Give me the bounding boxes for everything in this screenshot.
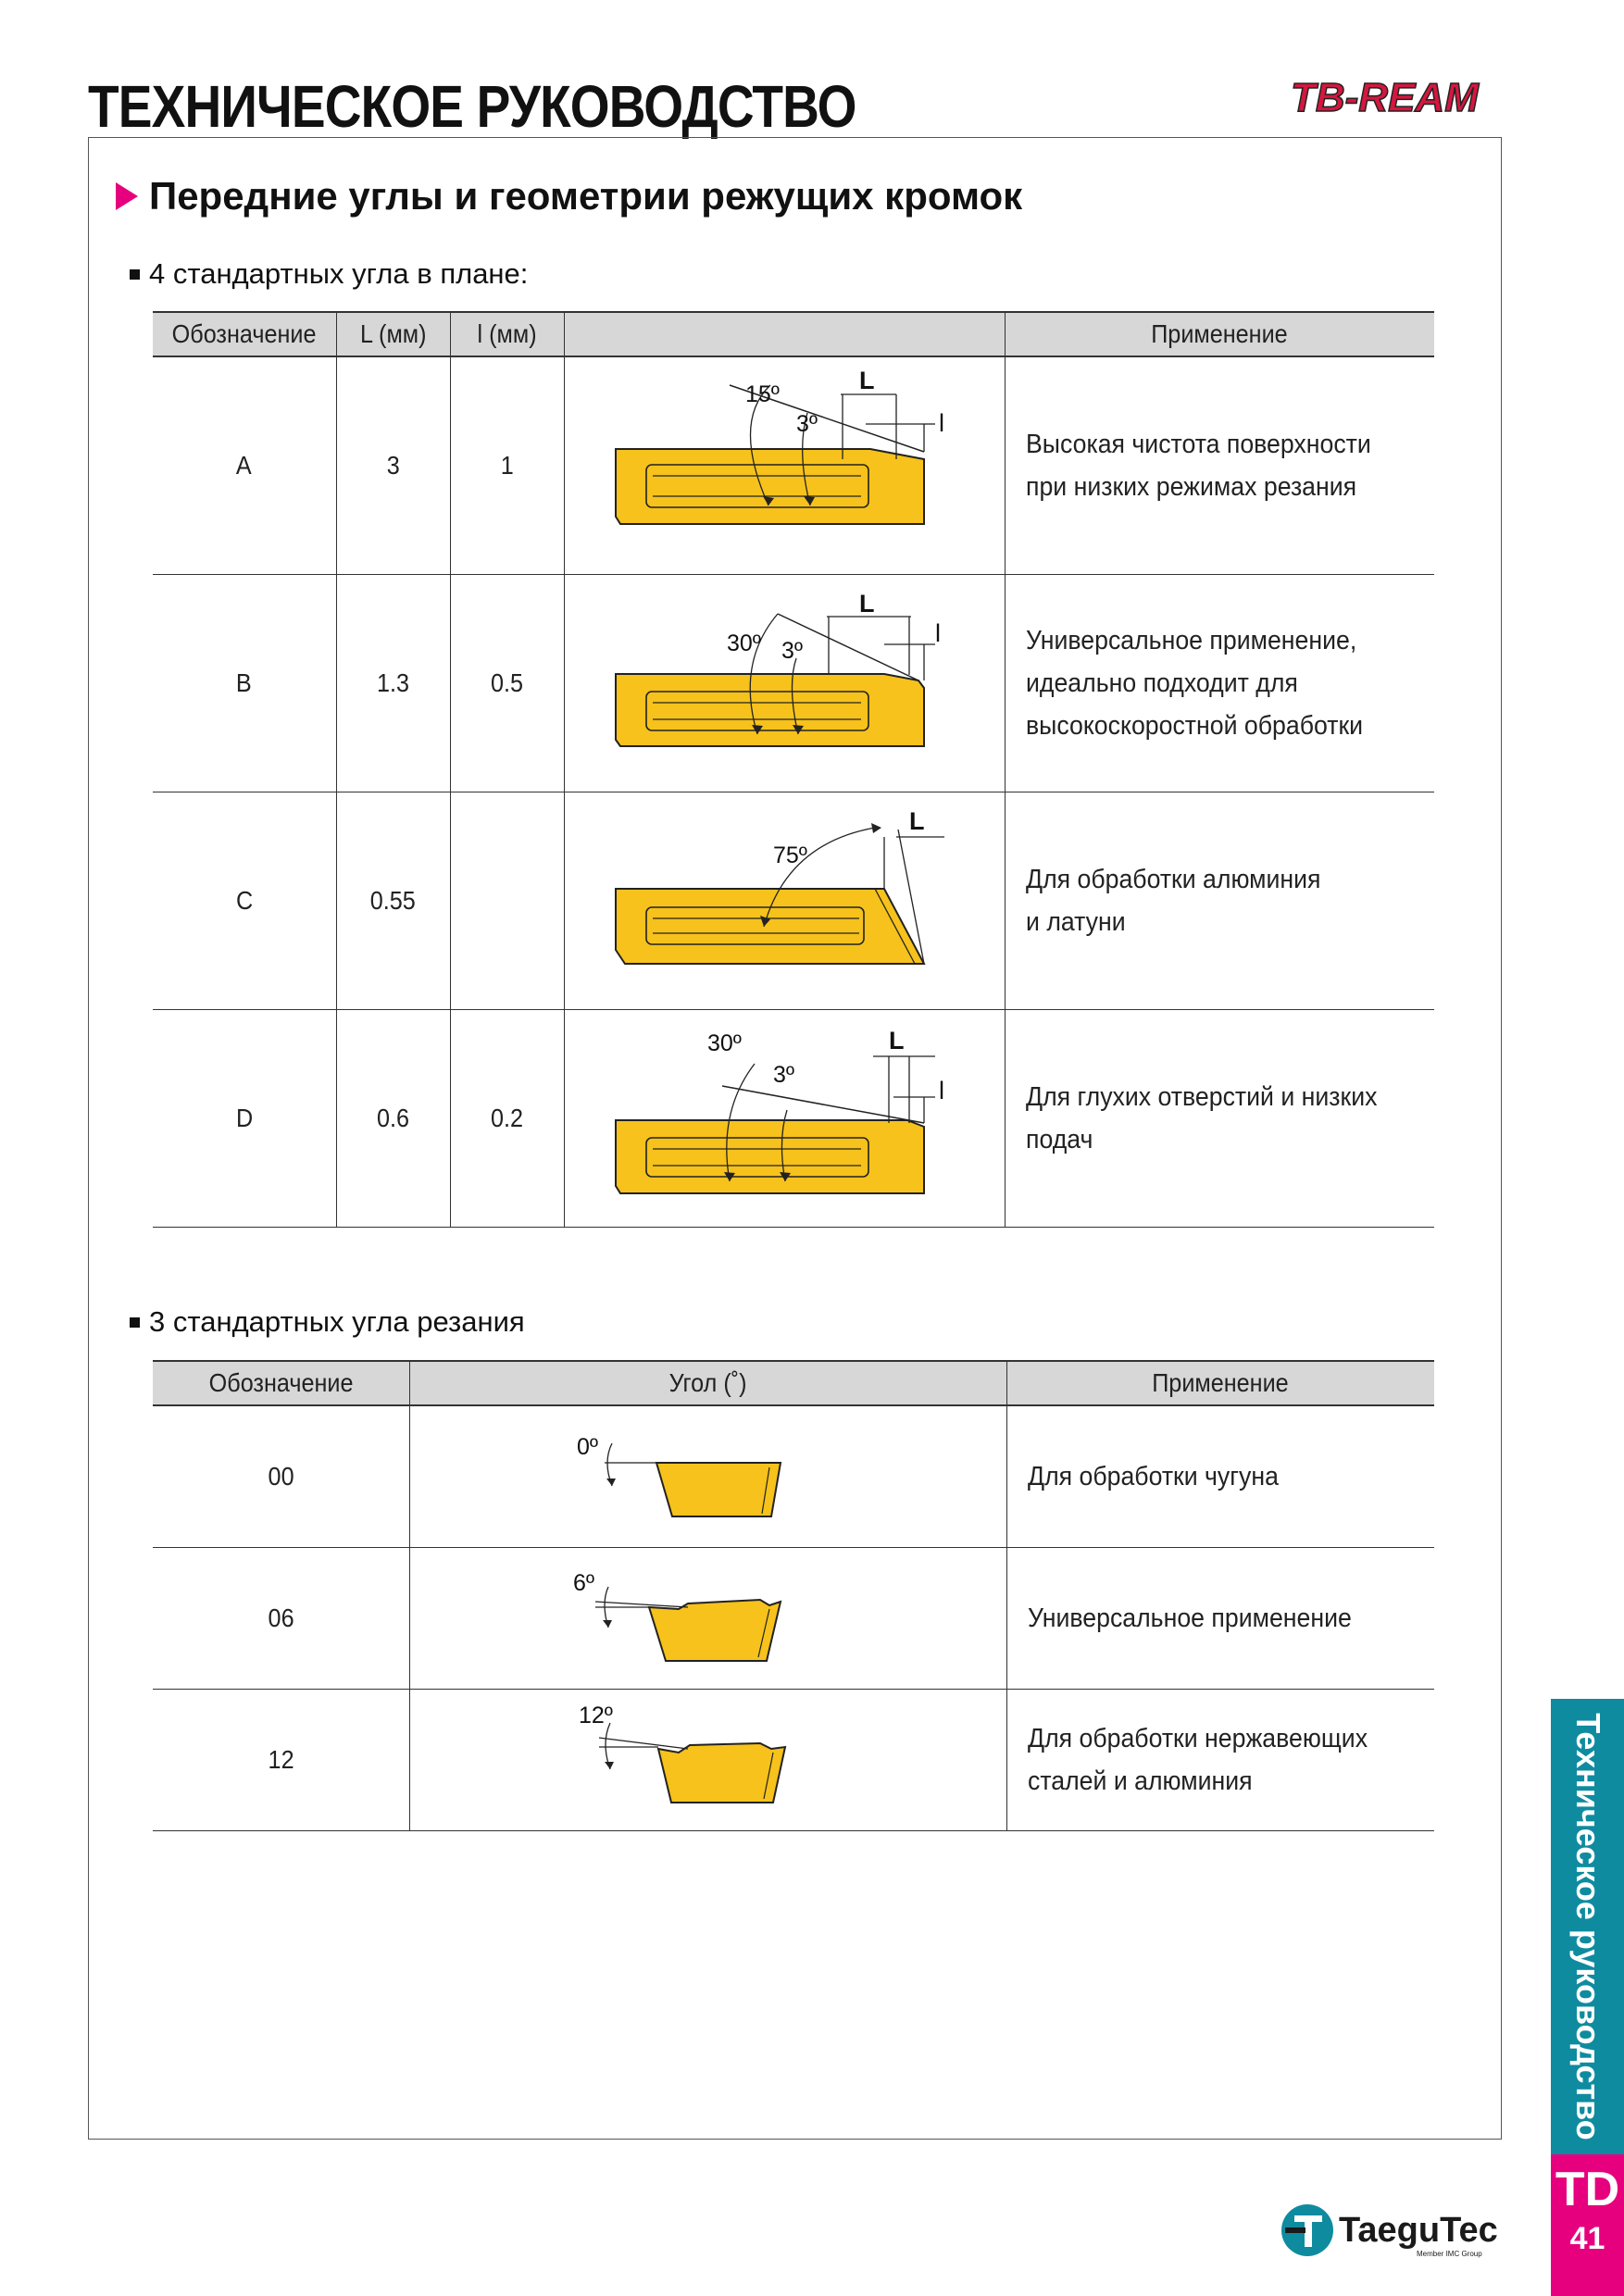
section-heading: [116, 174, 1022, 218]
svg-text:Member IMC Group: Member IMC Group: [1417, 2250, 1482, 2258]
table-row: [153, 356, 1434, 575]
insert-06-diagram: [410, 1548, 1007, 1689]
application-cell: Для обработки чугуна: [1006, 1405, 1434, 1548]
svg-text:30º: 30º: [706, 1030, 742, 1056]
svg-text:6º: 6º: [572, 1570, 594, 1596]
application-cell: Для глухих отверстий и низких подач: [1005, 1010, 1434, 1228]
col-header-designation: Обозначение: [153, 1361, 409, 1405]
col-header-designation: Обозначение: [153, 312, 336, 356]
col-header-l: l (мм): [450, 312, 564, 356]
designation-cell: B: [153, 575, 336, 792]
l-cell: 0.5: [450, 575, 564, 792]
svg-text:3º: 3º: [795, 411, 818, 437]
col-header-figure: [564, 312, 1005, 356]
insert-a-diagram: [565, 357, 1006, 574]
angle-figure: [409, 1690, 1006, 1831]
insert-figure: [564, 792, 1005, 1010]
designation-cell: 12: [153, 1690, 409, 1831]
col-header-angle: Угол (˚): [409, 1361, 1006, 1405]
table-row: [153, 792, 1434, 1010]
L-cell: 0.55: [336, 792, 450, 1010]
insert-figure: [564, 356, 1005, 575]
application-cell: Универсальное применение, идеально подходит для высокоскоростной обработки: [1005, 575, 1434, 792]
table1-caption-text: 4 стандартных угла в плане:: [149, 257, 529, 290]
designation-cell: A: [153, 356, 336, 575]
svg-text:3º: 3º: [781, 638, 803, 664]
tb-ream-logo: [1289, 74, 1506, 120]
svg-text:12º: 12º: [578, 1703, 613, 1728]
section-heading-text: Передние углы и геометрии режущих кромок: [149, 174, 1023, 218]
insert-b-diagram: [565, 575, 1006, 792]
square-bullet-icon: [130, 1317, 140, 1328]
table2-caption: [130, 1305, 525, 1339]
l-cell: [450, 792, 564, 1010]
svg-text:L: L: [908, 807, 924, 835]
designation-cell: C: [153, 792, 336, 1010]
col-header-application: Применение: [1006, 1361, 1434, 1405]
svg-text:L: L: [858, 367, 874, 394]
L-cell: 1.3: [336, 575, 450, 792]
table-row: [153, 1010, 1434, 1228]
svg-text:75º: 75º: [772, 842, 807, 868]
page-title: ТЕХНИЧЕСКОЕ РУКОВОДСТВО: [88, 73, 856, 140]
insert-c-diagram: [565, 792, 1006, 1009]
svg-text:TaeguTec: TaeguTec: [1339, 2211, 1498, 2250]
svg-text:TB-REAM: TB-REAM: [1291, 75, 1479, 120]
col-header-L: L (мм): [336, 312, 450, 356]
angle-figure: [409, 1405, 1006, 1548]
L-cell: 3: [336, 356, 450, 575]
designation-cell: 00: [153, 1405, 409, 1548]
svg-text:l: l: [934, 619, 941, 647]
svg-text:l: l: [938, 409, 944, 437]
table-row: [153, 575, 1434, 792]
section-code: TD: [1555, 2163, 1620, 2216]
insert-00-diagram: [410, 1406, 1007, 1547]
table-row: [153, 1548, 1434, 1690]
designation-cell: D: [153, 1010, 336, 1228]
application-cell: Высокая чистота поверхности при низких режимах резания: [1005, 356, 1434, 575]
side-tab-label: Техническое руководство: [1568, 1713, 1607, 2140]
square-bullet-icon: [130, 269, 140, 280]
table2-caption-text: 3 стандартных угла резания: [149, 1305, 525, 1338]
L-cell: 0.6: [336, 1010, 450, 1228]
svg-text:15º: 15º: [744, 381, 780, 407]
l-cell: 1: [450, 356, 564, 575]
page-number: 41: [1569, 2221, 1605, 2256]
svg-text:0º: 0º: [576, 1434, 598, 1460]
angle-figure: [409, 1548, 1006, 1690]
application-cell: Для обработки нержавеющих сталей и алюминия: [1006, 1690, 1434, 1831]
application-cell: Универсальное применение: [1006, 1548, 1434, 1690]
side-tab[interactable]: [1551, 1699, 1624, 2154]
designation-cell: 06: [153, 1548, 409, 1690]
insert-figure: [564, 575, 1005, 792]
triangle-bullet-icon: [116, 182, 138, 210]
svg-text:3º: 3º: [772, 1062, 794, 1088]
approach-angle-table: [153, 311, 1434, 1228]
insert-figure: [564, 1010, 1005, 1228]
section-badge: [1551, 2154, 1624, 2296]
l-cell: 0.2: [450, 1010, 564, 1228]
svg-text:l: l: [938, 1077, 944, 1104]
svg-text:L: L: [858, 590, 874, 618]
application-cell: Для обработки алюминия и латуни: [1005, 792, 1434, 1010]
table1-caption: [130, 257, 528, 291]
insert-d-diagram: [565, 1010, 1006, 1227]
table-row: [153, 1405, 1434, 1548]
insert-12-diagram: [410, 1690, 1007, 1830]
col-header-application: Применение: [1005, 312, 1434, 356]
svg-text:L: L: [888, 1027, 904, 1054]
cutting-angle-table: [153, 1360, 1434, 1831]
svg-text:30º: 30º: [726, 630, 761, 656]
taegutec-logo: [1276, 2197, 1517, 2262]
table-row: [153, 1690, 1434, 1831]
